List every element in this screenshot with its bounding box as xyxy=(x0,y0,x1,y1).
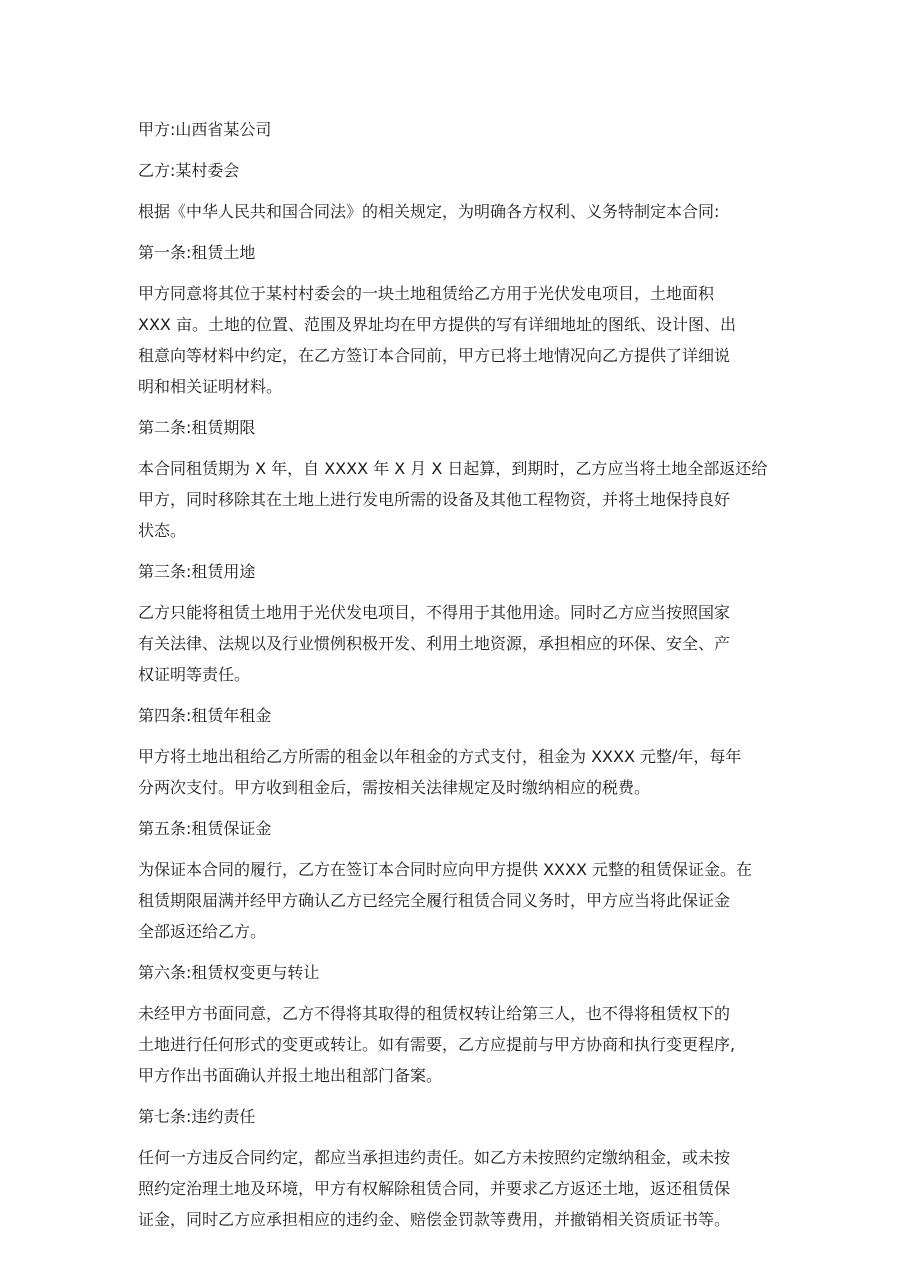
article-6-line: 甲方作出书面确认并报土地出租部门备案。 xyxy=(138,1066,443,1085)
article-4-title: 第四条:租赁年租金 xyxy=(138,706,272,725)
article-3-line: 权证明等责任。 xyxy=(138,665,251,684)
article-1-line: 租意向等材料中约定，在乙方签订本合同前，甲方已将土地情况向乙方提供了详细说 xyxy=(138,346,731,365)
article-5-line: 全部返还给乙方。 xyxy=(138,922,267,941)
article-3-title: 第三条:租赁用途 xyxy=(138,562,256,581)
contract-document xyxy=(138,114,770,1245)
article-2-body xyxy=(138,453,770,546)
article-5-title: 第五条:租赁保证金 xyxy=(138,819,272,838)
preamble: 根据《中华人民共和国合同法》的相关规定，为明确各方权利、义务特制定本合同: xyxy=(138,202,720,221)
article-1-line: 甲方同意将其位于某村村委会的一块土地租赁给乙方用于光伏发电项目，土地面积 xyxy=(138,284,715,303)
article-5-line: 为保证本合同的履行，乙方在签订本合同时应向甲方提供 XXXX 元整的租赁保证金。在 xyxy=(138,860,753,879)
article-7-title: 第七条:违约责任 xyxy=(138,1107,256,1126)
article-7-body xyxy=(138,1142,770,1235)
article-6-title: 第六条:租赁权变更与转让 xyxy=(138,963,320,982)
article-4-line: 分两次支付。甲方收到租金后，需按相关法律规定及时缴纳相应的税费。 xyxy=(138,778,651,797)
article-7-line: 照约定治理土地及环境，甲方有权解除租赁合同，并要求乙方返还土地，返还租赁保 xyxy=(138,1179,731,1198)
article-6-body xyxy=(138,998,770,1091)
party-a: 甲方:山西省某公司 xyxy=(138,120,272,139)
article-4-body xyxy=(138,741,770,803)
article-2-line: 状态。 xyxy=(138,521,187,540)
article-6-line: 未经甲方书面同意，乙方不得将其取得的租赁权转让给第三人，也不得将租赁权下的 xyxy=(138,1004,731,1023)
article-1-body xyxy=(138,278,770,402)
article-1-title: 第一条:租赁土地 xyxy=(138,243,256,262)
article-3-line: 乙方只能将租赁土地用于光伏发电项目，不得用于其他用途。同时乙方应当按照国家 xyxy=(138,603,731,622)
article-3-body xyxy=(138,597,770,690)
article-2-line: 本合同租赁期为 X 年，自 XXXX 年 X 月 X 日起算，到期时，乙方应当将土地全部返还给 xyxy=(138,459,768,478)
article-6-line: 土地进行任何形式的变更或转让。如有需要，乙方应提前与甲方协商和执行变更程序, xyxy=(138,1035,736,1054)
article-1-line: 明和相关证明材料。 xyxy=(138,377,283,396)
article-3-line: 有关法律、法规以及行业惯例积极开发、利用土地资源，承担相应的环保、安全、产 xyxy=(138,634,731,653)
article-7-line: 任何一方违反合同约定，都应当承担违约责任。如乙方未按照约定缴纳租金，或未按 xyxy=(138,1148,731,1167)
article-4-line: 甲方将土地出租给乙方所需的租金以年租金的方式支付，租金为 XXXX 元整/年，每年 xyxy=(138,747,742,766)
article-5-line: 租赁期限届满并经甲方确认乙方已经完全履行租赁合同义务时，甲方应当将此保证金 xyxy=(138,891,731,910)
article-7-line: 证金，同时乙方应承担相应的违约金、赔偿金罚款等费用，并撤销相关资质证书等。 xyxy=(138,1210,731,1229)
party-b: 乙方:某村委会 xyxy=(138,161,240,180)
article-5-body xyxy=(138,854,770,947)
article-2-line: 甲方，同时移除其在土地上进行发电所需的设备及其他工程物资，并将土地保持良好 xyxy=(138,490,731,509)
article-1-line: XXX 亩。土地的位置、范围及界址均在甲方提供的写有详细地址的图纸、设计图、出 xyxy=(138,315,736,334)
article-2-title: 第二条:租赁期限 xyxy=(138,418,256,437)
